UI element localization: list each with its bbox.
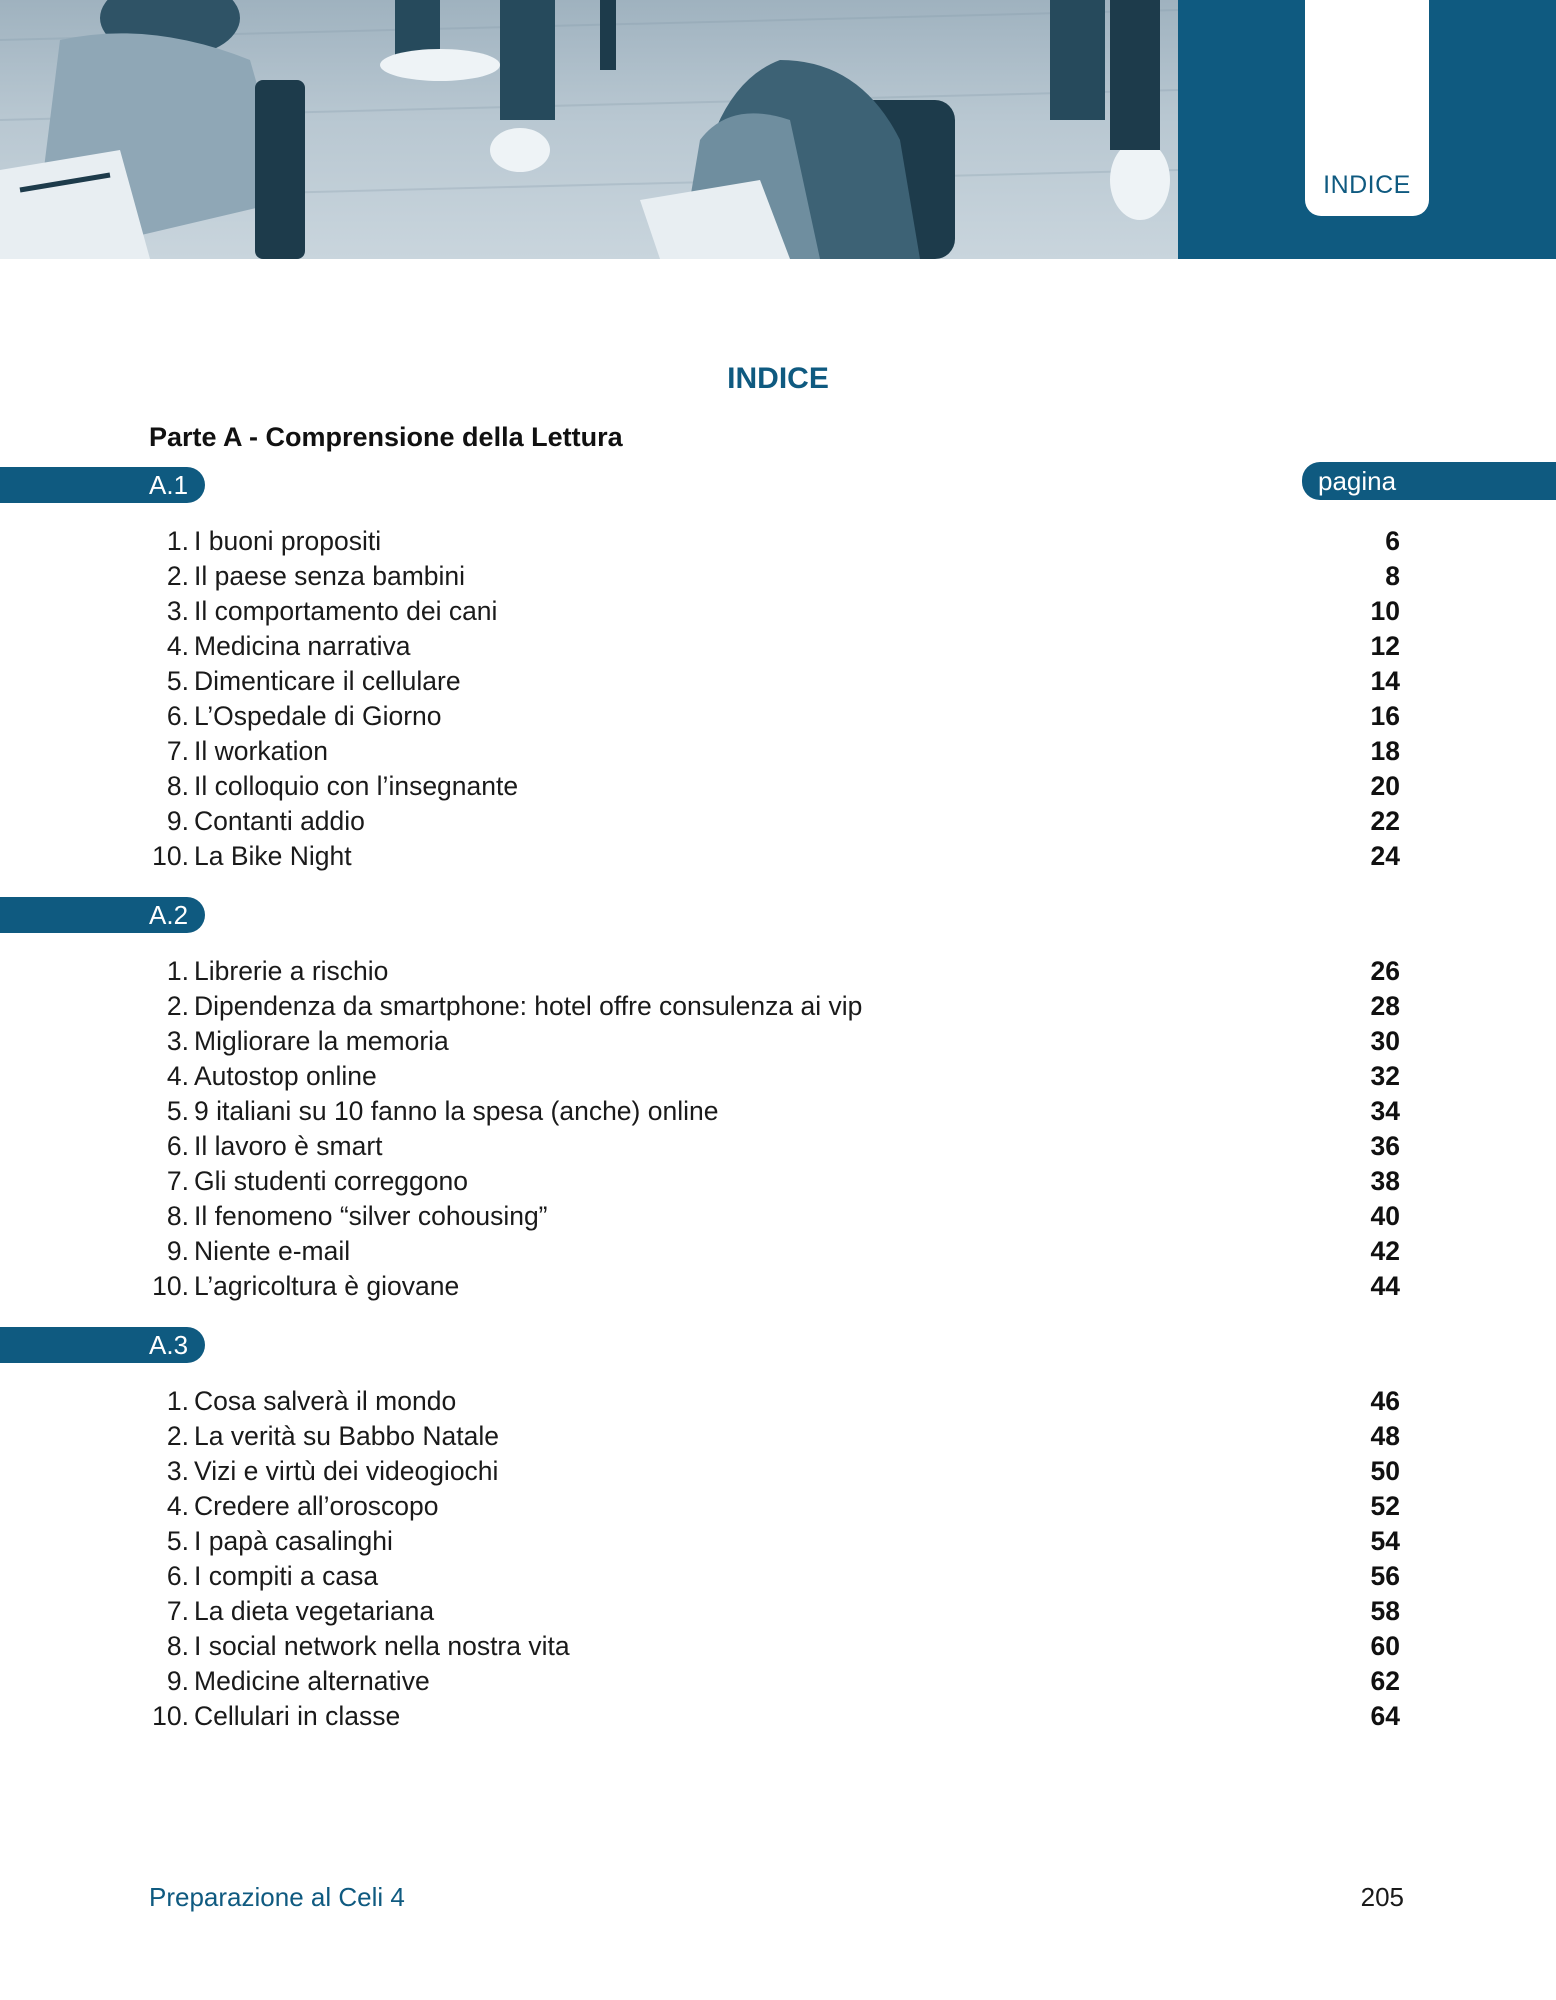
toc-entry-title: L’Ospedale di Giorno	[194, 701, 442, 731]
toc-entry-page: 52	[1370, 1491, 1400, 1521]
toc-entry[interactable]	[0, 1454, 1556, 1489]
toc-entry[interactable]	[0, 1164, 1556, 1199]
toc-entry-title: Credere all’oroscopo	[194, 1491, 439, 1521]
toc-entry-number: 7.	[166, 1166, 189, 1196]
toc-entry-title: Autostop online	[194, 1061, 377, 1091]
section-label-a3: A.3	[0, 1327, 205, 1363]
students-writing-photo-icon	[0, 0, 1178, 259]
toc-entry[interactable]	[0, 734, 1556, 769]
toc-entry-page: 6	[1385, 526, 1400, 556]
part-title: Parte A - Comprensione della Lettura	[149, 422, 623, 452]
toc-entry-number: 3.	[166, 1026, 189, 1056]
toc-entry-number: 8.	[166, 1201, 189, 1231]
toc-entry-title: La Bike Night	[194, 841, 352, 871]
toc-entry-title: La dieta vegetariana	[194, 1596, 435, 1626]
toc-entry-number: 10.	[152, 841, 189, 871]
toc-entry-page: 14	[1370, 666, 1400, 696]
toc-list-a2	[0, 954, 1556, 1304]
toc-entry[interactable]	[0, 629, 1556, 664]
toc-entry-number: 5.	[166, 1526, 189, 1556]
toc-entry[interactable]	[0, 1594, 1556, 1629]
toc-entry[interactable]	[0, 1059, 1556, 1094]
toc-entry[interactable]	[0, 804, 1556, 839]
toc-entry[interactable]	[0, 1024, 1556, 1059]
footer-book-title: Preparazione al Celi 4	[149, 1882, 405, 1912]
toc-entry-title: Cellulari in classe	[194, 1701, 401, 1731]
toc-entry[interactable]	[0, 1699, 1556, 1734]
toc-entry[interactable]	[0, 1199, 1556, 1234]
toc-entry-title: Dimenticare il cellulare	[194, 666, 461, 696]
toc-entry-title: I buoni propositi	[194, 526, 382, 556]
toc-entry-page: 22	[1370, 806, 1400, 836]
toc-entry-page: 48	[1370, 1421, 1400, 1451]
toc-entry-number: 6.	[166, 1561, 189, 1591]
toc-entry-number: 10.	[152, 1271, 189, 1301]
toc-entry-number: 9.	[166, 1236, 189, 1266]
toc-entry-title: Il comportamento dei cani	[194, 596, 498, 626]
toc-entry-number: 4.	[166, 631, 189, 661]
section-label-a2: A.2	[0, 897, 205, 933]
toc-entry-title: I social network nella nostra vita	[194, 1631, 570, 1661]
toc-entry-title: Il paese senza bambini	[194, 561, 466, 591]
toc-entry[interactable]	[0, 954, 1556, 989]
toc-list-a3	[0, 1384, 1556, 1734]
toc-entry-number: 4.	[166, 1491, 189, 1521]
toc-entry-title: 9 italiani su 10 fanno la spesa (anche) online	[194, 1096, 719, 1126]
toc-entry[interactable]	[0, 1384, 1556, 1419]
toc-entry-page: 64	[1370, 1701, 1400, 1731]
toc-list-a1	[0, 524, 1556, 874]
toc-entry-page: 12	[1370, 631, 1400, 661]
toc-entry-title: Migliorare la memoria	[194, 1026, 449, 1056]
section-label-a1: A.1	[0, 467, 205, 503]
toc-entry-title: Dipendenza da smartphone: hotel offre consulenza ai vip	[194, 991, 863, 1021]
toc-entry[interactable]	[0, 769, 1556, 804]
pagina-column-label: pagina	[1302, 462, 1556, 500]
toc-entry-page: 36	[1370, 1131, 1400, 1161]
toc-entry-title: Vizi e virtù dei videogiochi	[194, 1456, 499, 1486]
toc-entry-number: 9.	[166, 806, 189, 836]
toc-entry-page: 28	[1370, 991, 1400, 1021]
toc-entry-page: 42	[1370, 1236, 1400, 1266]
toc-entry-number: 7.	[166, 736, 189, 766]
toc-entry-page: 62	[1370, 1666, 1400, 1696]
toc-entry[interactable]	[0, 1629, 1556, 1664]
toc-entry-title: Il lavoro è smart	[194, 1131, 383, 1161]
toc-entry-number: 5.	[166, 666, 189, 696]
toc-entry-number: 1.	[166, 526, 189, 556]
toc-entry[interactable]	[0, 1094, 1556, 1129]
toc-entry-page: 18	[1370, 736, 1400, 766]
toc-entry[interactable]	[0, 1129, 1556, 1164]
toc-entry-page: 30	[1370, 1026, 1400, 1056]
toc-entry-number: 7.	[166, 1596, 189, 1626]
toc-entry-number: 6.	[166, 1131, 189, 1161]
toc-entry-title: L’agricoltura è giovane	[194, 1271, 460, 1301]
toc-entry-title: Gli studenti correggono	[194, 1166, 468, 1196]
toc-entry-page: 50	[1370, 1456, 1400, 1486]
toc-entry-number: 5.	[166, 1096, 189, 1126]
toc-entry[interactable]	[0, 1419, 1556, 1454]
toc-entry-page: 58	[1370, 1596, 1400, 1626]
toc-entry-page: 32	[1370, 1061, 1400, 1091]
toc-entry-page: 44	[1370, 1271, 1400, 1301]
toc-entry-number: 2.	[166, 561, 189, 591]
toc-entry-page: 40	[1370, 1201, 1400, 1231]
toc-entry-title: Medicine alternative	[194, 1666, 430, 1696]
toc-entry-page: 26	[1370, 956, 1400, 986]
toc-entry[interactable]	[0, 989, 1556, 1024]
toc-entry-title: Il workation	[194, 736, 329, 766]
toc-entry[interactable]	[0, 1489, 1556, 1524]
toc-entry-number: 3.	[166, 596, 189, 626]
toc-entry-page: 56	[1370, 1561, 1400, 1591]
toc-entry[interactable]	[0, 1234, 1556, 1269]
toc-entry-page: 16	[1370, 701, 1400, 731]
toc-entry-page: 20	[1370, 771, 1400, 801]
toc-entry-number: 6.	[166, 701, 189, 731]
toc-entry-number: 10.	[152, 1701, 189, 1731]
toc-entry-number: 3.	[166, 1456, 189, 1486]
header-photo	[0, 0, 1178, 259]
footer-page-number: 205	[1360, 1882, 1404, 1912]
toc-entry[interactable]	[0, 699, 1556, 734]
toc-entry[interactable]	[0, 594, 1556, 629]
toc-entry-page: 38	[1370, 1166, 1400, 1196]
toc-entry-title: Contanti addio	[194, 806, 365, 836]
toc-entry-page: 24	[1370, 841, 1400, 871]
toc-entry[interactable]	[0, 664, 1556, 699]
toc-entry-title: Cosa salverà il mondo	[194, 1386, 457, 1416]
toc-entry-page: 34	[1370, 1096, 1400, 1126]
toc-entry[interactable]	[0, 839, 1556, 874]
toc-entry[interactable]	[0, 1664, 1556, 1699]
toc-entry-number: 2.	[166, 1421, 189, 1451]
toc-entry-title: Librerie a rischio	[194, 956, 389, 986]
page-title: INDICE	[727, 362, 829, 395]
toc-entry-page: 10	[1370, 596, 1400, 626]
toc-entry-number: 1.	[166, 1386, 189, 1416]
toc-entry-title: Niente e-mail	[194, 1236, 351, 1266]
toc-entry-title: La verità su Babbo Natale	[194, 1421, 499, 1451]
toc-entry-number: 9.	[166, 1666, 189, 1696]
toc-entry[interactable]	[0, 1559, 1556, 1594]
toc-entry[interactable]	[0, 559, 1556, 594]
toc-entry-title: Il colloquio con l’insegnante	[194, 771, 519, 801]
toc-entry-page: 60	[1370, 1631, 1400, 1661]
toc-entry[interactable]	[0, 1269, 1556, 1304]
header-index-tab	[1305, 0, 1429, 216]
toc-entry-title: Il fenomeno “silver cohousing”	[194, 1201, 548, 1231]
toc-entry-title: I compiti a casa	[194, 1561, 379, 1591]
toc-entry-number: 1.	[166, 956, 189, 986]
toc-entry-title: I papà casalinghi	[194, 1526, 393, 1556]
toc-entry-page: 8	[1385, 561, 1400, 591]
toc-entry[interactable]	[0, 524, 1556, 559]
toc-entry-page: 46	[1370, 1386, 1400, 1416]
toc-entry[interactable]	[0, 1524, 1556, 1559]
toc-entry-number: 8.	[166, 1631, 189, 1661]
header-tab-label: INDICE	[1323, 171, 1411, 199]
toc-entry-page: 54	[1370, 1526, 1400, 1556]
toc-entry-title: Medicina narrativa	[194, 631, 411, 661]
toc-entry-number: 8.	[166, 771, 189, 801]
toc-entry-number: 4.	[166, 1061, 189, 1091]
toc-entry-number: 2.	[166, 991, 189, 1021]
